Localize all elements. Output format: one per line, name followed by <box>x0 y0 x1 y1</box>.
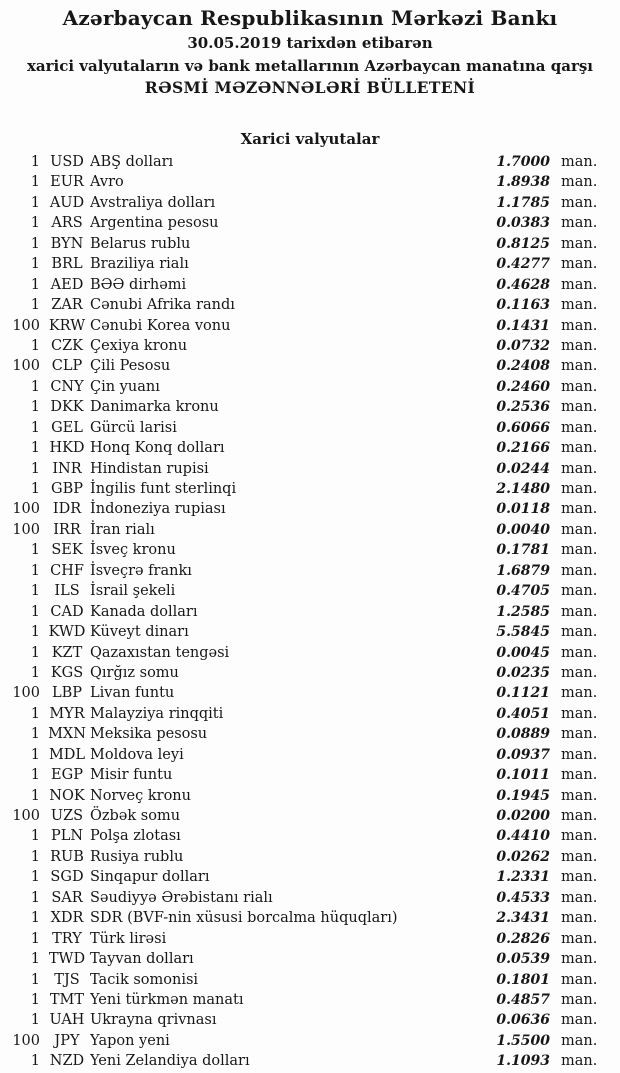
currency-code-cell: AUD <box>49 194 85 211</box>
quantity-cell: 1 <box>30 215 40 232</box>
currency-code-cell: KWD <box>48 624 86 641</box>
quantity-cell: 1 <box>30 664 40 681</box>
currency-code-cell: AED <box>50 276 84 293</box>
currency-name-cell: Tayvan dolları <box>90 951 194 968</box>
currency-name-cell: Çin yuanı <box>90 378 160 395</box>
currency-name-cell: Tacik somonisi <box>90 971 199 988</box>
quantity-cell: 100 <box>12 501 40 518</box>
unit-label-cell: man. <box>561 726 598 743</box>
table-row <box>0 316 620 336</box>
unit-label-cell: man. <box>561 194 598 211</box>
rate-value-cell: 0.4533 <box>496 889 550 906</box>
currency-code-cell: RUB <box>50 848 84 865</box>
currency-code-cell: ARS <box>51 215 83 232</box>
currency-name-cell: Belarus rublu <box>90 235 191 252</box>
rate-value-cell: 1.1785 <box>496 194 550 211</box>
unit-label-cell: man. <box>561 787 598 804</box>
currency-code-cell: LBP <box>51 685 83 702</box>
currency-code-cell: DKK <box>50 399 84 416</box>
currency-name-cell: Norveç kronu <box>90 787 191 804</box>
currency-name-cell: SDR (BVF-nin xüsusi borcalma hüquqları) <box>90 910 398 927</box>
rate-value-cell: 0.0539 <box>496 951 550 968</box>
unit-label-cell: man. <box>561 971 598 988</box>
table-row <box>0 377 620 397</box>
quantity-cell: 1 <box>30 848 40 865</box>
unit-label-cell: man. <box>561 358 598 375</box>
table-row <box>0 1031 620 1051</box>
quantity-cell: 1 <box>30 869 40 886</box>
rate-value-cell: 0.1163 <box>496 297 550 314</box>
currency-code-cell: TWD <box>48 951 86 968</box>
quantity-cell: 100 <box>12 808 40 824</box>
currency-code-cell: HKD <box>49 440 85 457</box>
unit-label-cell: man. <box>561 705 598 722</box>
quantity-cell: 1 <box>30 746 40 763</box>
quantity-cell: 1 <box>30 194 40 211</box>
rate-value-cell: 0.0244 <box>496 460 550 477</box>
unit-label-cell: man. <box>561 174 598 191</box>
quantity-cell: 1 <box>30 419 40 436</box>
rate-value-cell: 0.4857 <box>496 991 550 1008</box>
currency-code-cell: UZS <box>50 808 84 824</box>
quantity-cell: 100 <box>12 521 40 538</box>
currency-code-cell: NZD <box>49 1053 85 1070</box>
rate-value-cell: 0.4277 <box>496 256 550 273</box>
section-title-foreign-currencies: Xarici valyutalar <box>240 130 380 148</box>
effective-date-line: 30.05.2019 tarixdən etibarən <box>187 34 433 52</box>
rate-value-cell: 0.1431 <box>496 317 550 334</box>
unit-label-cell: man. <box>561 991 598 1008</box>
rate-value-cell: 0.0937 <box>496 746 550 763</box>
quantity-cell: 1 <box>30 481 40 497</box>
currency-code-cell: MDL <box>48 746 86 763</box>
currency-code-cell: XDR <box>50 910 84 927</box>
rate-value-cell: 1.8938 <box>496 174 550 191</box>
unit-label-cell: man. <box>561 910 598 927</box>
unit-label-cell: man. <box>561 501 598 518</box>
rate-value-cell: 0.2460 <box>496 378 550 395</box>
unit-label-cell: man. <box>561 583 598 600</box>
unit-label-cell: man. <box>561 317 598 334</box>
quantity-cell: 1 <box>30 378 40 395</box>
quantity-cell: 1 <box>30 991 40 1008</box>
currency-name-cell: İndoneziya rupiası <box>90 501 226 518</box>
table-row <box>0 765 620 785</box>
table-row <box>0 867 620 887</box>
rate-value-cell: 0.0118 <box>496 501 550 518</box>
quantity-cell: 1 <box>30 705 40 722</box>
rate-value-cell: 0.1011 <box>496 767 550 784</box>
quantity-cell: 1 <box>30 930 40 947</box>
currency-name-cell: Polşa zlotası <box>90 828 181 845</box>
unit-label-cell: man. <box>561 154 598 170</box>
currency-code-cell: INR <box>52 460 82 477</box>
currency-code-cell: ILS <box>54 583 80 600</box>
currency-code-cell: MXN <box>48 726 86 743</box>
currency-code-cell: KZT <box>51 644 83 661</box>
unit-label-cell: man. <box>561 440 598 457</box>
quantity-cell: 1 <box>30 154 40 170</box>
scope-line: xarici valyutaların və bank metallarının Azərbaycan manatına qarşı <box>26 57 594 75</box>
rate-value-cell: 0.0383 <box>496 215 550 232</box>
rate-value-cell: 0.4628 <box>496 276 550 293</box>
unit-label-cell: man. <box>561 235 598 252</box>
table-row <box>0 275 620 295</box>
rate-value-cell: 0.4410 <box>496 828 550 845</box>
table-row <box>0 622 620 642</box>
currency-name-cell: Yeni Zelandiya dolları <box>90 1053 250 1070</box>
rate-value-cell: 0.4051 <box>496 705 550 722</box>
rate-value-cell: 0.8125 <box>496 235 550 252</box>
table-row <box>0 397 620 417</box>
quantity-cell: 1 <box>30 1012 40 1029</box>
unit-label-cell: man. <box>561 337 598 354</box>
quantity-cell: 1 <box>30 235 40 252</box>
currency-code-cell: IRR <box>53 521 81 538</box>
quantity-cell: 1 <box>30 624 40 641</box>
rate-value-cell: 0.1781 <box>496 542 550 559</box>
currency-code-cell: GEL <box>51 419 83 436</box>
quantity-cell: 1 <box>30 399 40 416</box>
currency-code-cell: SEK <box>51 542 83 559</box>
currency-name-cell: Türk lirəsi <box>90 930 167 947</box>
currency-name-cell: Rusiya rublu <box>90 848 184 865</box>
currency-name-cell: Argentina pesosu <box>90 215 219 232</box>
quantity-cell: 1 <box>30 1053 40 1070</box>
table-row <box>0 724 620 744</box>
table-row <box>0 663 620 683</box>
rate-value-cell: 0.2826 <box>496 930 550 947</box>
rate-value-cell: 1.1093 <box>496 1053 550 1070</box>
table-row <box>0 1010 620 1030</box>
rate-value-cell: 1.5500 <box>496 1032 550 1049</box>
rate-value-cell: 0.0040 <box>496 521 550 538</box>
rate-value-cell: 0.0262 <box>496 848 550 865</box>
quantity-cell: 1 <box>30 460 40 477</box>
table-row <box>0 193 620 213</box>
quantity-cell: 1 <box>30 951 40 968</box>
rate-value-cell: 0.0235 <box>496 664 550 681</box>
unit-label-cell: man. <box>561 1032 598 1049</box>
table-row <box>0 990 620 1010</box>
table-row <box>0 234 620 254</box>
unit-label-cell: man. <box>561 1012 598 1029</box>
unit-label-cell: man. <box>561 644 598 661</box>
table-row <box>0 581 620 601</box>
table-row <box>0 970 620 990</box>
table-row <box>0 1051 620 1071</box>
unit-label-cell: man. <box>561 685 598 702</box>
table-row <box>0 602 620 622</box>
unit-label-cell: man. <box>561 624 598 641</box>
rate-value-cell: 0.0636 <box>496 1012 550 1029</box>
currency-name-cell: İsveçrə frankı <box>90 562 192 579</box>
currency-name-cell: Cənubi Afrika randı <box>90 297 235 314</box>
currency-name-cell: BƏƏ dirhəmi <box>90 276 187 293</box>
table-row <box>0 438 620 458</box>
rate-value-cell: 0.1945 <box>496 787 550 804</box>
rate-value-cell: 0.2166 <box>496 440 550 457</box>
currency-name-cell: Cənubi Korea vonu <box>90 317 231 334</box>
currency-code-cell: CAD <box>50 603 84 620</box>
quantity-cell: 1 <box>30 276 40 293</box>
currency-code-cell: TMT <box>49 991 85 1008</box>
currency-name-cell: Ukrayna qrivnası <box>90 1012 217 1029</box>
currency-code-cell: TJS <box>54 971 80 988</box>
unit-label-cell: man. <box>561 562 598 579</box>
currency-code-cell: EUR <box>50 174 84 191</box>
unit-label-cell: man. <box>561 215 598 232</box>
currency-code-cell: KRW <box>48 317 86 334</box>
currency-name-cell: Moldova leyi <box>90 746 184 763</box>
unit-label-cell: man. <box>561 276 598 293</box>
unit-label-cell: man. <box>561 808 598 824</box>
rate-value-cell: 0.4705 <box>496 583 550 600</box>
rate-value-cell: 2.3431 <box>496 910 550 927</box>
bank-title: Azərbaycan Respublikasının Mərkəzi Bankı <box>62 6 558 30</box>
rate-value-cell: 0.2536 <box>496 399 550 416</box>
quantity-cell: 1 <box>30 644 40 661</box>
currency-code-cell: CLP <box>51 358 83 375</box>
currency-name-cell: Gürcü larisi <box>90 419 177 436</box>
table-row <box>0 356 620 376</box>
rate-value-cell: 1.6879 <box>496 562 550 579</box>
rate-value-cell: 2.1480 <box>496 481 550 497</box>
currency-code-cell: MYR <box>49 705 85 722</box>
currency-code-cell: CZK <box>50 337 83 354</box>
table-row <box>0 908 620 928</box>
quantity-cell: 1 <box>30 767 40 784</box>
quantity-cell: 1 <box>30 583 40 600</box>
rate-value-cell: 1.2331 <box>496 869 550 886</box>
table-row <box>0 152 620 172</box>
table-row <box>0 683 620 703</box>
currency-code-cell: CNY <box>50 378 84 395</box>
currency-code-cell: TRY <box>52 930 82 947</box>
currency-name-cell: İran rialı <box>90 521 155 538</box>
unit-label-cell: man. <box>561 848 598 865</box>
currency-code-cell: IDR <box>52 501 82 518</box>
currency-name-cell: Honq Konq dolları <box>90 440 225 457</box>
rate-value-cell: 5.5845 <box>496 624 550 641</box>
currency-name-cell: Sinqapur dolları <box>90 869 210 886</box>
table-row <box>0 418 620 438</box>
currency-code-cell: SGD <box>50 869 84 886</box>
table-row <box>0 459 620 479</box>
quantity-cell: 100 <box>12 358 40 375</box>
table-row <box>0 888 620 908</box>
currency-code-cell: ZAR <box>51 297 83 314</box>
currency-name-cell: Qırğız somu <box>90 664 179 681</box>
currency-code-cell: GBP <box>51 481 83 497</box>
unit-label-cell: man. <box>561 399 598 416</box>
currency-name-cell: Küveyt dinarı <box>90 624 189 641</box>
quantity-cell: 1 <box>30 174 40 191</box>
unit-label-cell: man. <box>561 542 598 559</box>
document-header <box>0 0 620 99</box>
unit-label-cell: man. <box>561 664 598 681</box>
currency-name-cell: Yeni türkmən manatı <box>90 991 244 1008</box>
currency-code-cell: SAR <box>51 889 83 906</box>
unit-label-cell: man. <box>561 460 598 477</box>
currency-code-cell: PLN <box>50 828 84 845</box>
table-row <box>0 520 620 540</box>
rates-table <box>0 152 620 1072</box>
table-row <box>0 561 620 581</box>
unit-label-cell: man. <box>561 521 598 538</box>
currency-name-cell: Danimarka kronu <box>90 399 219 416</box>
rate-value-cell: 0.1121 <box>496 685 550 702</box>
quantity-cell: 1 <box>30 337 40 354</box>
table-row <box>0 786 620 806</box>
table-row <box>0 847 620 867</box>
currency-name-cell: ABŞ dolları <box>90 154 174 170</box>
rate-value-cell: 0.0889 <box>496 726 550 743</box>
currency-name-cell: Braziliya rialı <box>90 256 189 273</box>
table-row <box>0 479 620 499</box>
currency-name-cell: İsrail şekeli <box>90 583 176 600</box>
table-row <box>0 499 620 519</box>
table-row <box>0 704 620 724</box>
currency-name-cell: Kanada dolları <box>90 603 198 620</box>
quantity-cell: 1 <box>30 971 40 988</box>
currency-name-cell: Meksika pesosu <box>90 726 208 743</box>
unit-label-cell: man. <box>561 767 598 784</box>
currency-code-cell: UAH <box>49 1012 85 1029</box>
quantity-cell: 100 <box>12 685 40 702</box>
rate-value-cell: 1.7000 <box>496 154 550 170</box>
quantity-cell: 100 <box>12 317 40 334</box>
rate-value-cell: 0.1801 <box>496 971 550 988</box>
rate-value-cell: 0.2408 <box>496 358 550 375</box>
unit-label-cell: man. <box>561 930 598 947</box>
unit-label-cell: man. <box>561 256 598 273</box>
unit-label-cell: man. <box>561 603 598 620</box>
currency-code-cell: KGS <box>50 664 84 681</box>
table-row <box>0 213 620 233</box>
table-row <box>0 745 620 765</box>
currency-name-cell: Yapon yeni <box>90 1032 170 1049</box>
table-row <box>0 949 620 969</box>
bulletin-title: RƏSMİ MƏZƏNNƏLƏRİ BÜLLETENİ <box>144 78 476 97</box>
currency-name-cell: Misir funtu <box>90 767 173 784</box>
quantity-cell: 1 <box>30 256 40 273</box>
quantity-cell: 1 <box>30 889 40 906</box>
currency-code-cell: BYN <box>50 235 84 252</box>
table-row <box>0 643 620 663</box>
currency-name-cell: Avro <box>90 174 124 191</box>
currency-name-cell: Qazaxıstan tengəsi <box>90 644 230 661</box>
currency-code-cell: CHF <box>50 562 84 579</box>
unit-label-cell: man. <box>561 419 598 436</box>
unit-label-cell: man. <box>561 378 598 395</box>
currency-name-cell: Avstraliya dolları <box>90 194 216 211</box>
quantity-cell: 100 <box>12 1032 40 1049</box>
quantity-cell: 1 <box>30 297 40 314</box>
table-row <box>0 540 620 560</box>
unit-label-cell: man. <box>561 746 598 763</box>
currency-code-cell: JPY <box>54 1032 80 1049</box>
unit-label-cell: man. <box>561 297 598 314</box>
currency-name-cell: Səudiyyə Ərəbistanı rialı <box>90 889 273 906</box>
rate-value-cell: 0.6066 <box>496 419 550 436</box>
currency-name-cell: Çili Pesosu <box>90 358 171 375</box>
table-row <box>0 295 620 315</box>
currency-name-cell: Özbək somu <box>90 808 181 824</box>
table-row <box>0 172 620 192</box>
unit-label-cell: man. <box>561 951 598 968</box>
table-row <box>0 826 620 846</box>
quantity-cell: 1 <box>30 440 40 457</box>
table-row <box>0 254 620 274</box>
table-row <box>0 929 620 949</box>
unit-label-cell: man. <box>561 869 598 886</box>
currency-code-cell: NOK <box>49 787 85 804</box>
currency-code-cell: EGP <box>51 767 83 784</box>
currency-name-cell: Hindistan rupisi <box>90 460 209 477</box>
unit-label-cell: man. <box>561 1053 598 1070</box>
table-row <box>0 336 620 356</box>
quantity-cell: 1 <box>30 542 40 559</box>
rate-value-cell: 0.0200 <box>496 808 550 824</box>
quantity-cell: 1 <box>30 787 40 804</box>
quantity-cell: 1 <box>30 910 40 927</box>
table-row <box>0 806 620 826</box>
currency-name-cell: İngilis funt sterlinqi <box>90 481 237 497</box>
rate-value-cell: 1.2585 <box>496 603 550 620</box>
currency-name-cell: Livan funtu <box>90 685 175 702</box>
quantity-cell: 1 <box>30 603 40 620</box>
quantity-cell: 1 <box>30 828 40 845</box>
quantity-cell: 1 <box>30 726 40 743</box>
currency-name-cell: İsveç kronu <box>90 542 176 559</box>
currency-code-cell: USD <box>50 154 84 170</box>
unit-label-cell: man. <box>561 481 598 497</box>
rate-value-cell: 0.0732 <box>496 337 550 354</box>
currency-code-cell: BRL <box>51 256 83 273</box>
unit-label-cell: man. <box>561 889 598 906</box>
unit-label-cell: man. <box>561 828 598 845</box>
currency-name-cell: Çexiya kronu <box>90 337 188 354</box>
quantity-cell: 1 <box>30 562 40 579</box>
currency-name-cell: Malayziya rinqqiti <box>90 705 224 722</box>
rate-value-cell: 0.0045 <box>496 644 550 661</box>
